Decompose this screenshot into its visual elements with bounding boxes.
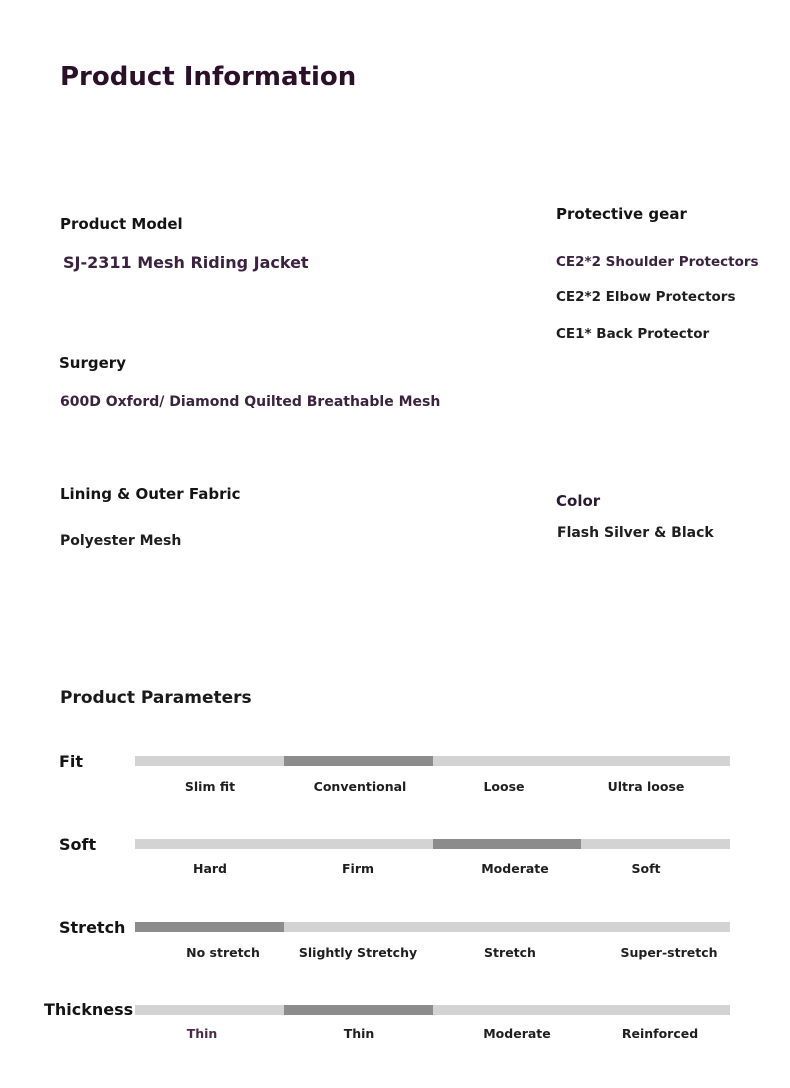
protective-gear-label: Protective gear — [556, 205, 687, 223]
param-options-fit — [135, 779, 730, 797]
page-title: Product Information — [60, 62, 357, 92]
lining-value: Polyester Mesh — [60, 533, 182, 549]
surgery-label: Surgery — [59, 354, 126, 372]
param-segment — [284, 839, 433, 849]
param-option: Slim fit — [184, 779, 236, 794]
param-segment — [433, 839, 582, 849]
param-option: Stretch — [484, 945, 536, 960]
param-segment — [581, 756, 730, 766]
param-options-soft — [135, 861, 730, 879]
param-segment — [433, 922, 582, 932]
param-segment — [284, 1005, 433, 1015]
param-option: Loose — [483, 779, 525, 794]
param-option: Ultra loose — [607, 779, 685, 794]
param-bar-soft — [135, 839, 730, 849]
param-bar-fit — [135, 756, 730, 766]
param-option: No stretch — [186, 945, 260, 960]
surgery-value: 600D Oxford/ Diamond Quilted Breathable Mesh — [60, 394, 441, 410]
param-label-thickness: Thickness — [44, 1000, 134, 1019]
param-segment — [433, 756, 582, 766]
param-segment — [135, 839, 284, 849]
protective-gear-item: CE2*2 Elbow Protectors — [556, 289, 736, 305]
param-option: Super-stretch — [620, 945, 718, 960]
param-segment — [135, 756, 284, 766]
parameters-title: Product Parameters — [60, 688, 252, 708]
product-model-label: Product Model — [60, 215, 183, 233]
param-segment — [135, 922, 284, 932]
color-label: Color — [556, 492, 601, 510]
param-segment — [581, 839, 730, 849]
lining-label: Lining & Outer Fabric — [60, 485, 241, 503]
param-bar-stretch — [135, 922, 730, 932]
param-option: Hard — [192, 861, 228, 876]
param-option: Conventional — [313, 779, 407, 794]
param-segment — [135, 1005, 284, 1015]
product-model-value: SJ-2311 Mesh Riding Jacket — [63, 253, 309, 272]
param-option: Thin — [186, 1026, 218, 1041]
param-label-stretch: Stretch — [59, 918, 126, 937]
param-label-soft: Soft — [59, 835, 97, 854]
param-segment — [284, 922, 433, 932]
param-options-thickness — [135, 1026, 730, 1044]
param-option: Slightly Stretchy — [298, 945, 418, 960]
param-option: Reinforced — [621, 1026, 699, 1041]
param-segment — [284, 756, 433, 766]
param-options-stretch — [135, 945, 730, 963]
protective-gear-item: CE2*2 Shoulder Protectors — [556, 254, 759, 270]
param-option: Firm — [341, 861, 375, 876]
param-segment — [581, 922, 730, 932]
protective-gear-item: CE1* Back Protector — [556, 326, 710, 342]
param-segment — [581, 1005, 730, 1015]
color-value: Flash Silver & Black — [557, 525, 714, 541]
param-option: Moderate — [481, 861, 549, 876]
param-option: Soft — [631, 861, 661, 876]
param-segment — [433, 1005, 582, 1015]
param-label-fit: Fit — [59, 752, 84, 771]
param-option: Thin — [343, 1026, 375, 1041]
param-bar-thickness — [135, 1005, 730, 1015]
param-option: Moderate — [483, 1026, 551, 1041]
